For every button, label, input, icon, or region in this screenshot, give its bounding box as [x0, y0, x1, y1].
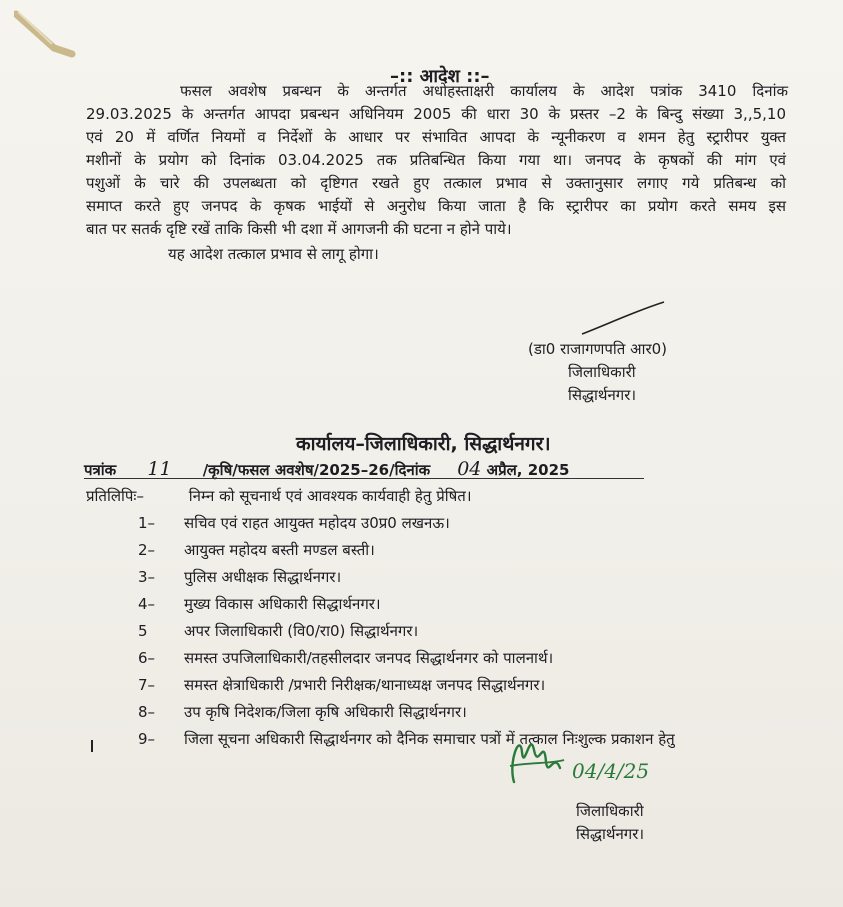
list-item: 5 अपर जिलाधिकारी (वि0/रा0) सिद्धार्थनगर। — [138, 622, 419, 640]
signatory-district: सिद्धार्थनगर। — [568, 386, 637, 404]
reference-number: 11 — [147, 458, 172, 480]
reference-subject: /कृषि/फसल अवशेष/2025–26/दिनांक — [202, 461, 431, 479]
reference-month-year: अप्रैल, 2025 — [486, 461, 570, 479]
reference-day: 04 — [457, 458, 482, 480]
signatory-designation: जिलाधिकारी — [568, 363, 636, 381]
effect-line: यह आदेश तत्काल प्रभाव से लागू होगा। — [168, 245, 379, 263]
signature-green-mark — [500, 722, 650, 794]
body-line: मशीनों के प्रयोग को दिनांक 03.04.2025 तक प्रतिबन्धित किया गया था। जनपद के कृषकों की मांग एवं — [86, 151, 786, 169]
copy-intro-row — [86, 483, 675, 510]
signatory2-district: सिद्धार्थनगर। — [576, 825, 645, 843]
signature-mark — [578, 298, 668, 338]
list-item: 3– पुलिस अधीक्षक सिद्धार्थनगर। — [138, 568, 342, 586]
paper-clip-icon — [14, 8, 78, 64]
copy-intro: निम्न को सूचनार्थ एवं आवश्यक कार्यवाही हेतु प्रेषित। — [188, 487, 472, 505]
body-line: फसल अवशेष प्रबन्धन के अन्तर्गत अधोहस्ताक्षरी कार्यालय के आदेश पत्रांक 3410 दिनांक — [180, 82, 788, 100]
body-line: एवं 20 में वर्णित नियमों व निर्देशों के आधार पर संभावित आपदा के न्यूनीकरण व शमन हेतु स्ट्रारीपर युक्त — [86, 128, 786, 146]
signatory2-designation: जिलाधिकारी — [576, 802, 644, 820]
list-item: 4– मुख्य विकास अधिकारी सिद्धार्थनगर। — [138, 595, 381, 613]
body-line: समाप्त करते हुए जनपद के कृषक भाईयों से अनुरोध किया जाता है कि स्ट्रारीपर का प्रयोग करते समय इस — [86, 197, 786, 215]
list-item: 8– उप कृषि निदेशक/जिला कृषि अधिकारी सिद्धार्थनगर। — [138, 703, 467, 721]
signature-date: 04/4/25 — [572, 759, 650, 783]
copy-label: प्रतिलिपिः– — [86, 487, 144, 505]
reference-underline — [84, 478, 644, 479]
margin-mark — [91, 740, 93, 752]
body-line: पशुओं के चारे की उपलब्धता को दृष्टिगत रखते हुए तत्काल प्रभाव से उक्तानुसार लगाए गये प्रतिबन्ध को — [86, 174, 786, 192]
list-item: 6– समस्त उपजिलाधिकारी/तहसीलदार जनपद सिद्धार्थनगर को पालनार्थ। — [138, 649, 554, 667]
copy-list — [86, 483, 675, 753]
signatory-name: (डा0 राजागणपति आर0) — [528, 340, 667, 358]
list-item: 7– समस्त क्षेत्राधिकारी /प्रभारी निरीक्षक/थानाध्यक्ष जनपद सिद्धार्थनगर। — [138, 676, 546, 694]
reference-row — [84, 458, 646, 480]
body-line: बात पर सतर्क दृष्टि रखें ताकि किसी भी दशा में आगजनी की घटना न होने पाये। — [86, 220, 512, 238]
signatory-block — [528, 338, 667, 407]
body-line: 29.03.2025 के अन्तर्गत आपदा प्रबन्धन अधिनियम 2005 की धारा 30 के प्रस्तर –2 के बिन्दु संख्या 3,,5,10 — [86, 105, 786, 123]
order-title: –:: आदेश ::– — [390, 66, 490, 87]
reference-label: पत्रांक — [84, 461, 117, 479]
signatory2-block — [576, 800, 644, 846]
list-item: 2– आयुक्त महोदय बस्ती मण्डल बस्ती। — [138, 541, 375, 559]
office-heading: कार्यालय–जिलाधिकारी, सिद्धार्थनगर। — [296, 433, 551, 455]
list-item: 1– सचिव एवं राहत आयुक्त महोदय उ0प्र0 लखनऊ। — [138, 514, 450, 532]
list-item: 9– जिला सूचना अधिकारी सिद्धार्थनगर को दैनिक समाचार पत्रों में तत्काल निःशुल्क प्रकाशन हेतु — [138, 730, 675, 748]
